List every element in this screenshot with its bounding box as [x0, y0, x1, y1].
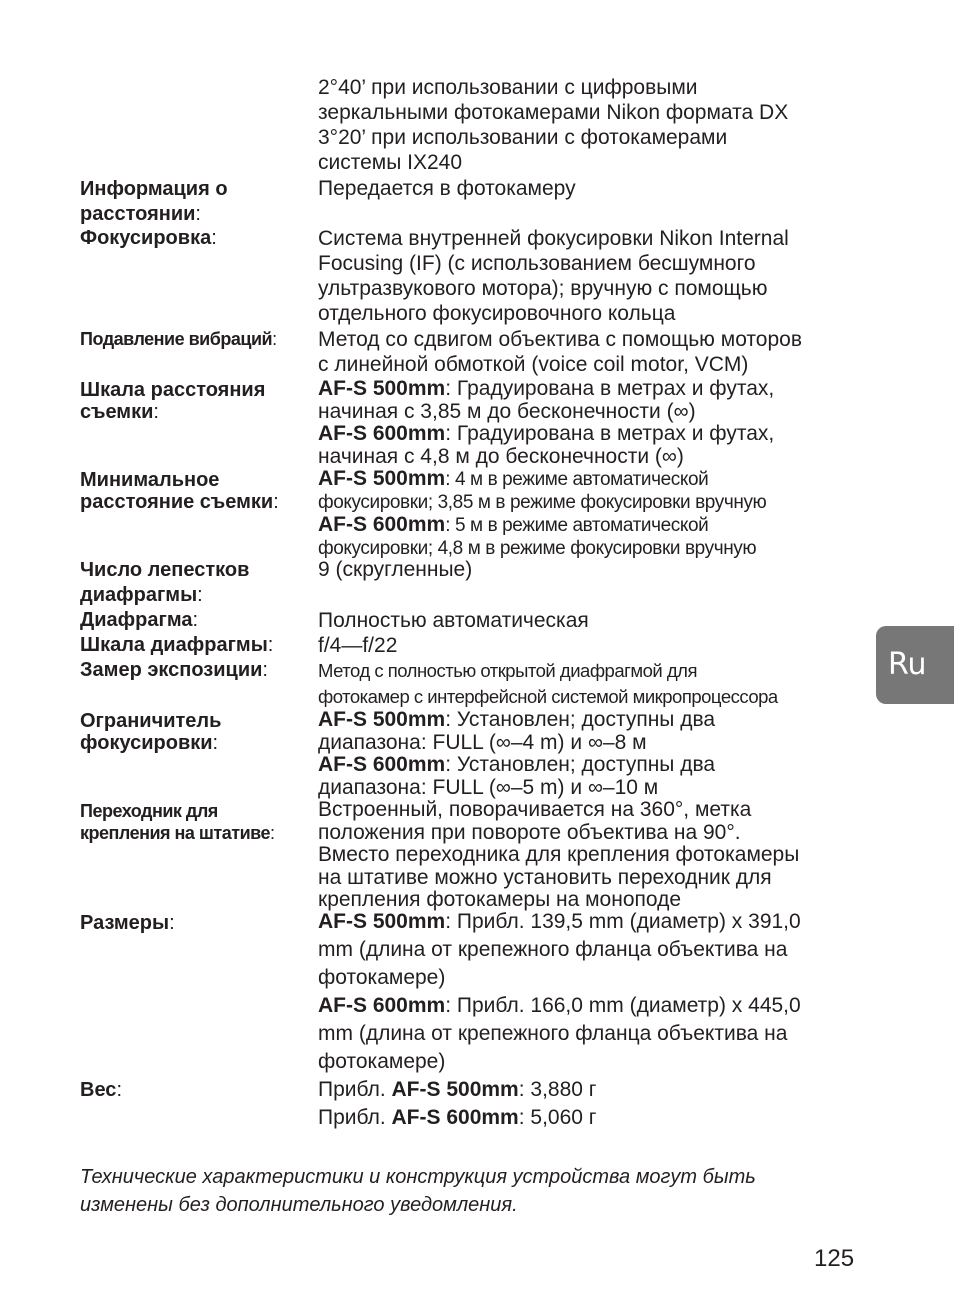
min-distance-label: Минимальное расстояние съемки: — [80, 469, 279, 513]
focusing-value: Система внутренней фокусировки Nikon Internal Focusing (IF) (с использованием бесшумного ультразвукового мотора); вручную с помощью отдельного фокусировочного кольца — [318, 227, 789, 325]
distance-scale-value: AF-S 500mm: Градуирована в метрах и футах, начиная с 3,85 м до бесконечности (∞) AF-S 600mm: Градуирована в метрах и футах, начиная с 4,8 м до бесконечности (∞) — [318, 377, 775, 468]
focus-limiter-label: Ограничитель фокусировки: — [80, 710, 222, 754]
intro-text: 2°40’ при использовании с цифровыми зеркальными фотокамерами Nikon формата DX 3°20’ при использовании с фотокамерами системы IX240 — [318, 76, 789, 174]
aperture-scale-value: f/4—f/22 — [318, 634, 398, 657]
focusing-label: Фокусировка: — [80, 227, 217, 249]
dimensions-value: AF-S 500mm: Прибл. 139,5 mm (диаметр) x 391,0 mm (длина от крепежного фланца объектива на фотокамере) AF-S 600mm: Прибл. 166,0 mm (диаметр) x 445,0 mm (длина от крепежного фланца объектива на фотокамере) — [318, 910, 801, 1073]
aperture-scale-label: Шкала диафрагмы: — [80, 634, 274, 656]
page-number: 125 — [814, 1245, 855, 1272]
dimensions-label: Размеры: — [80, 912, 175, 934]
metering-value: Метод с полностью открытой диафрагмой для фотокамер с интерфейсной системой микропроцессора — [318, 660, 778, 707]
distance-info-label: Информация о расстоянии: — [80, 178, 228, 225]
specifications-notice: Технические характеристики и конструкция устройства могут быть изменены без дополнительного уведомления. — [80, 1166, 756, 1216]
language-tab: Ru — [876, 626, 954, 704]
diaphragm-value: Полностью автоматическая — [318, 609, 589, 632]
blades-label: Число лепестков диафрагмы: — [80, 559, 250, 606]
metering-label: Замер экспозиции: — [80, 659, 268, 681]
vibration-reduction-label: Подавление вибраций: — [80, 329, 277, 349]
weight-label: Вес: — [80, 1079, 122, 1101]
tripod-value: Встроенный, поворачивается на 360°, метка положения при повороте объектива на 90°. Вместо переходника для крепления фотокамеры на штативе можно установить переходник для крепления фотокамеры на моноподе — [318, 798, 800, 911]
focus-limiter-value: AF-S 500mm: Установлен; доступны два диапазона: FULL (∞–4 m) и ∞–8 м AF-S 600mm: Установлен; доступны два диапазона: FULL (∞–5 m) и ∞–10 м — [318, 708, 716, 799]
min-distance-value: AF-S 500mm: 4 м в режиме автоматической фокусировки; 3,85 м в режиме фокусировки вручную AF-S 600mm: 5 м в режиме автоматической фокусировки; 4,8 м в режиме фокусировки вручную — [318, 467, 767, 559]
tripod-label: Переходник для крепления на штативе: — [80, 801, 275, 843]
distance-info-value: Передается в фотокамеру — [318, 177, 576, 200]
blades-value: 9 (скругленные) — [318, 558, 473, 581]
vibration-reduction-value: Метод со сдвигом объектива с помощью моторов с линейной обмоткой (voice coil motor, VCM) — [318, 328, 802, 376]
diaphragm-label: Диафрагма: — [80, 609, 199, 631]
weight-value: Прибл. AF-S 500mm: 3,880 г Прибл. AF-S 600mm: 5,060 г — [318, 1078, 597, 1129]
distance-scale-label: Шкала расстояния съемки: — [80, 379, 266, 423]
